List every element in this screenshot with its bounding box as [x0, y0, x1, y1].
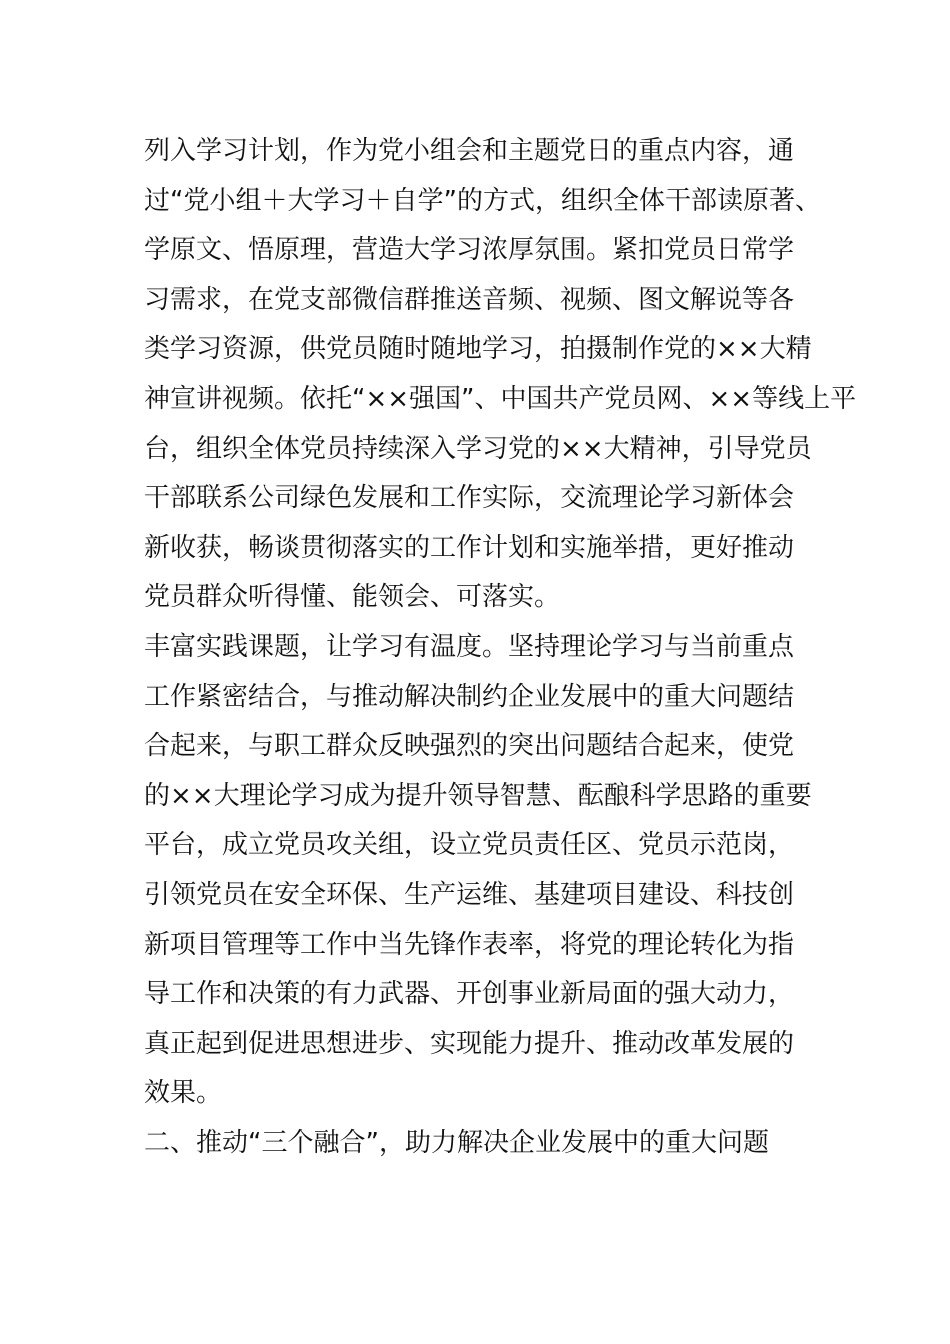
- text-line: 学原文、悟原理，营造大学习浓厚氛围。紧扣党员日常学: [144, 235, 795, 266]
- text-line: 习需求，在党支部微信群推送音频、视频、图文解说等各: [144, 284, 795, 315]
- text-line: 党员群众听得懂、能领会、可落实。: [144, 582, 561, 613]
- text-line: 神宣讲视频。依托“××强国”、中国共产党员网、××等线上平: [144, 383, 857, 414]
- text-line: 列入学习计划，作为党小组会和主题党日的重点内容，通: [144, 136, 795, 166]
- text-line: 真正起到促进思想进步、实现能力提升、推动改革发展的: [144, 1028, 795, 1059]
- text-line: 合起来，与职工群众反映强烈的突出问题结合起来，使党: [144, 731, 795, 762]
- text-line: 效果。: [144, 1078, 223, 1109]
- text-line: 过“党小组＋大学习＋自学”的方式，组织全体干部读原著、: [144, 185, 821, 216]
- section-heading: 二、推动“三个融合”，助力解决企业发展中的重大问题: [144, 1127, 769, 1158]
- text-line: 新收获，畅谈贯彻落实的工作计划和实施举措，更好推动: [144, 532, 795, 563]
- text-line: 类学习资源，供党员随时随地学习，拍摄制作党的××大精: [144, 334, 812, 365]
- text-line: 导工作和决策的有力武器、开创事业新局面的强大动力，: [144, 979, 795, 1010]
- text-line: 干部联系公司绿色发展和工作实际，交流理论学习新体会: [144, 483, 795, 514]
- text-line: 台，组织全体党员持续深入学习党的××大精神，引导党员: [144, 433, 812, 464]
- text-line: 引领党员在安全环保、生产运维、基建项目建设、科技创: [144, 879, 795, 910]
- document-body: [144, 127, 857, 1168]
- text-line: 新项目管理等工作中当先锋作表率，将党的理论转化为指: [144, 929, 795, 960]
- text-line: 的××大理论学习成为提升领导智慧、酝酿科学思路的重要: [144, 780, 812, 811]
- text-line: 平台，成立党员攻关组，设立党员责任区、党员示范岗，: [144, 830, 795, 861]
- text-line: 丰富实践课题，让学习有温度。坚持理论学习与当前重点: [144, 631, 795, 662]
- text-line: 工作紧密结合，与推动解决制约企业发展中的重大问题结: [144, 681, 795, 712]
